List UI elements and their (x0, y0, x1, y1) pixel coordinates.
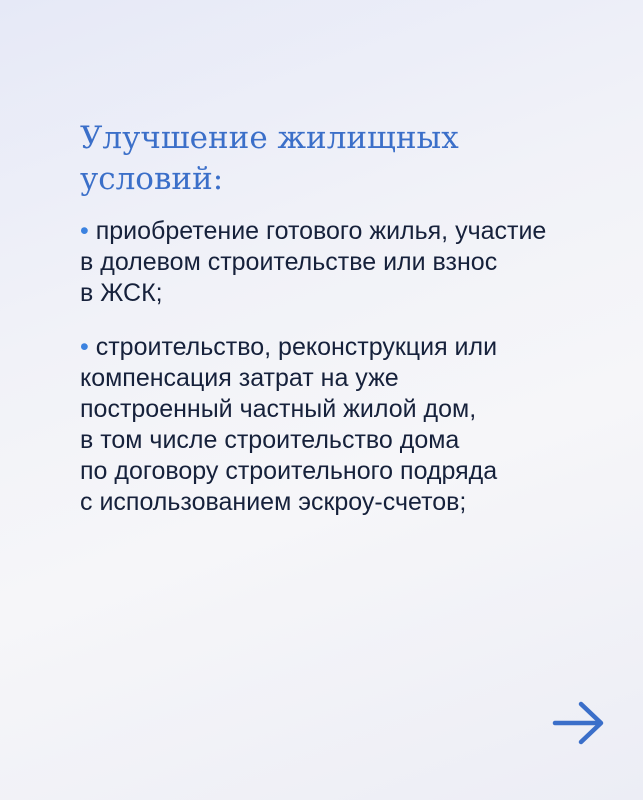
bullet-item (80, 216, 620, 309)
bullet-text: приобретение готового жилья, участие в долевом строительстве или взнос в ЖСК; (80, 217, 547, 307)
bullet-marker: • (80, 217, 89, 245)
bullet-text: строительство, реконструкция или компенсация затрат на уже построенный частный жилой дом, в том числе строительство дома по договору строительного подряда с использованием эскроу-счетов; (80, 333, 498, 516)
bullet-marker: • (80, 333, 89, 361)
slide-title: Улучшение жилищных условий: (80, 120, 459, 197)
arrow-right-icon (552, 700, 606, 746)
bullet-item (80, 332, 620, 518)
next-slide-button[interactable] (552, 700, 606, 746)
bullet-list (80, 216, 620, 541)
